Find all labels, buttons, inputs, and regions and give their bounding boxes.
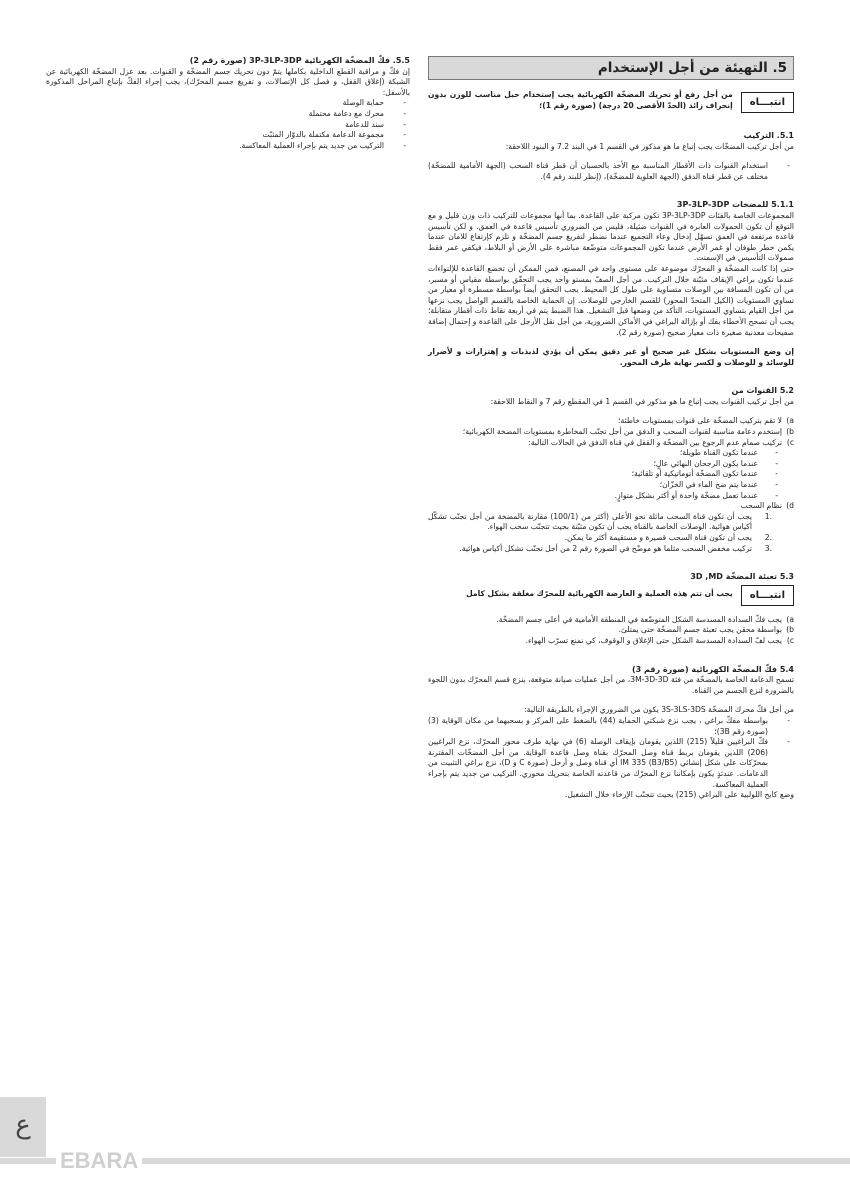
heading-5-2: 5.2 القنوات من (731, 386, 794, 396)
list-item: - مجموعة الدعامة مكتملة بالدوّار المثبّت (262, 130, 406, 140)
list-item: .2 يجب أن تكون قناة السحب قصيرة و مستقيمة أكثر ما يمكن. (564, 533, 772, 542)
heading-5-3: 5.3 تعبئة المضخّة 3D ,MD (690, 572, 794, 582)
list-item: c) تركيب صمام عدم الرجوع بين المضخّة و القفل في قناة الدفق في الحالات التالية: - عندما تكون القناة طويلة؛ - عندما يكون الرجحان النهائي عالٍ؛ - عندما تكون المضخّة أتوماتيكية أو تلقائية؛ - عندما يتم ضخ الماء في الخزّان؛ - عندما تعمل مضخّة واحدة أو أكثر بشكل متوازٍ. (428, 438, 794, 502)
section-title: 5. التهيئة من أجل الإستخدام (428, 56, 794, 80)
dash-list (428, 448, 782, 501)
warning-block (428, 583, 794, 606)
list-item: - عندما تكون المضخّة أتوماتيكية أو تلقائية؛ (631, 469, 778, 479)
paragraph: حتى إذا كانت المضخّة و المحرّك موضوعة على مستوى واحد في المصنع، فمن الممكن أن تخضع القاعدة للإلتواءات عندما تكون براغي الإيقاف مثبّتة خلال التركيب. من أجل الصفّ بمستو واحد يجب التحقّق بواسطة مقياس أو مسبر، من أن تكون المسافة بين الوصلات متساوية على طول كل المحيط. يجب التحقق أيضاً بواسطة مسطرة أو معيار من تساوي المستويات (الكيل المتحدّ المحور) للقسم الخارجي للوصلات. إن الحماية الخاصة بالقسم الواصل يجب نزعها من أجل القيام بتساوي المستويات، التأكد من وضعها قبل التشغيل. هذا الضبط يتم في أربعة نقاط ذات أقطار متقابلة؛ يجب أن تصحح الأخطاء بفك أو بإزالة البراغي في الأماكن الضرورية، من أجل نقل الأرجل على القاعدة و إحتمال إضافة صفيحات معدنية صغيرة ذات معيار صحيح (صورة رقم 2). (428, 263, 794, 337)
list-item: .1 يجب أن تكون قناة السحب مائلة نحو الأعلى (أكثر من (100/1) مقارنة بالمضخة من أجل تجنّب تشكّل أكياس هوائية. الوصلات الخاصة بالقناة يجب أن تكون مثبّتة بحيث تتجنّب سحب الهواء. (428, 511, 772, 532)
left-column (46, 56, 410, 151)
page-number: ع (15, 1110, 31, 1140)
list-item: - فكّ البراغيين قليلاً (215) اللذين يقومان بإيقاف الوصلة (6) في نهاية طرف محور المحرّك، نزع البراغيين (206) اللذين يقومان بربط قناة وصل المحرّك بقناة وصل قاعدة الوقاية. من أجل المضخّات المقترنة بمحرّكات على شكل إنشائي IM 335 (B3/B5) أي قناة وصل و أرجل (صورة C و D)، نزع براغي التثبيت من الدعامات. عندئذٍ يكون بإمكاننا نزع المحرّك من قاعدته الخاصة بتحريك محوري. التركيب من جديد يتم بإجراء العملية المعاكسة. (428, 737, 790, 789)
numbered-list (428, 512, 782, 554)
list-item: - عندما يكون الرجحان النهائي عالٍ؛ (653, 458, 778, 468)
heading-5-1-1: 5.1.1 للمضخات 3P-3LP-3DP (676, 200, 794, 210)
heading-5-1: 5.1. التركيب (743, 131, 794, 140)
list-item: a) يجب فكّ السدادة المسدسة الشكل المتوضّعة في المنطقة الأمامية في أعلى جسم المضخّة. (496, 614, 794, 624)
dash-list (46, 98, 410, 151)
list-item: c) يجب لفّ السدادة المسدسة الشكل حتى الإغلاق و الوقوف، كي نمنع تسرّب الهواء. (525, 635, 794, 645)
dash-list (428, 716, 794, 790)
list-item: - التركيب من جديد يتم بإجراء العملية المعاكسة. (239, 140, 406, 150)
list-item: - عندما يتم ضخ الماء في الخزّان؛ (659, 480, 778, 490)
list-item: d) نظام السحب .1 يجب أن تكون قناة السحب مائلة نحو الأعلى (أكثر من (100/1) مقارنة بالمضخة من أجل تجنّب تشكّل أكياس هوائية. الوصلات الخاصة بالقناة يجب أن تكون مثبّتة بحيث تتجنّب سحب الهواء. .2 يجب أن تكون قناة السحب قصيرة و مستقيمة أكثر ما يمكن. .3 تركيب مخفض السحب مثلما هو موضّح في الصورة رقم 2 من أجل تجنّب تشكل أكياس هوائية. (428, 501, 794, 553)
right-column (428, 56, 794, 801)
warning-text: من أجل رفع أو تحريك المضخّة الكهربائية يجب إستخدام حبل مناسب للوزن بدون إنحراف زائد (الحدّ الأقصى 20 درجة) (صورة رقم 1)؛ (428, 90, 733, 110)
warning-label: انتبـــاه (741, 585, 794, 606)
warning-text: يجب أن تتم هذه العملية و العارضة الكهربائية للمحرّك مغلقة بشكل كامل (466, 588, 733, 598)
heading-5-4: 5.4 فكّ المضخّة الكهربائية (صورة رقم 3) (631, 664, 794, 674)
list-item: a) لا تقم بتركيب المضخّة على قنوات بمستويات خاطئة؛ (618, 416, 794, 426)
paragraph: تسمح الدعامة الخاصة بالمضخّة من فئة 3M-3D-3D، من أجل عمليات صيانة متوقعة، بنزع قسم المحرّك بدون اللجوء بالضرورة لنزع الجسم من القناة. (428, 675, 794, 695)
paragraph: من أجل تركيب القنوات يجب إتباع ما هو مذكور في القسم 1 في المقطع رقم 7 و النقاط اللاحقة: (490, 396, 794, 406)
list-item: - استخدام القنوات ذات الأقطار المناسبة مع الأخذ بالحسبان أن قطر قناة السحب (الجهة الأمامية للمضخّة) مختلف عن قطر قناة الدفق (الجهة العلوية للمضخّة)، (إنظر للبند رقم 4). (428, 161, 790, 181)
list-item: b) إستخدم دعامة مناسبة لقنوات السحب و الدفق من أجل تجنّب المخاطرة بمستويات المضخة الكهربائية؛ (462, 427, 794, 437)
list-item: - عندما تعمل مضخّة واحدة أو أكثر بشكل متوازٍ. (614, 490, 778, 500)
paragraph: من أجل تركيب المضخّات يجب إتباع ما هو مذكور في القسم 1 في البند 7.2 و البنود اللاحقة: (505, 141, 794, 151)
list-item: - بواسطة مفكّ براغي ، يجب نزع شبكتي الحماية (44) بالضغط على المركز و بسحبهما من مكان الوقاية (3) (صورة رقم 3B)؛ (428, 715, 790, 736)
paragraph: إن فكّ و مراقبة القطع الداخلية بكاملها يتمّ دون تحريك جسم المضخّة و القنوات. بعد عزل المضخّة الكهربائية عن الشبكة (إغلاق القفل، و فصل كل الإتصالات، و تفريغ جسم المحرّك)، يجب إجراء الفكّ بإتباع المراحل المذكورة بالأسفل: (46, 66, 410, 97)
paragraph: المجموعات الخاصة بالفئات 3P-3LP-3DP تكون مركبة على القاعدة. بما أنها مجموعات للتركيب ذات وزن قليل و مع التوقع أن تكون الحمولات العابرة في القنوات ضئيلة، فليس من الضروري تأسيس قاعدة في العمق. و لكن تأسيس قاعدة مرتفعة في العمق تسهّل إدخال وعاء التجميع عندما نضطر لتفريغ جسم المضخّة و تلزم كإرتفاع للامان عندما يكمن خطر طوفان أو غمر الأرض عندما تكون المجموعات متوضّعة مباشرة على الأرض أو البلاط، فيكفي غمر فقط صمولات التأسيس في الإسمنت. (428, 210, 794, 263)
heading-5-5: 5.5. فكّ المضخّة الكهربائية 3P-3LP-3DP (صورة رقم 2) (189, 56, 410, 65)
paragraph-emphasis: إن وضع المستويات بشكل غير صحيح أو غير دقيق يمكن أن يؤدي لذبذبات و إهتزازات و لأضرار للوسائد و للوصلات و لكسر نهاية طرف المحور. (428, 347, 794, 367)
list-item: - حماية الوصلة (342, 98, 406, 108)
list-item: b) بواسطة محقن يجب تعبئة جسم المضخّة حتى يمتلئ. (618, 625, 794, 635)
list-item: - محرك مع دعامة محتملة (308, 108, 406, 118)
alpha-list (428, 416, 794, 554)
warning-block (428, 90, 794, 113)
list-item: .3 تركيب مخفض السحب مثلما هو موضّح في الصورة رقم 2 من أجل تجنّب تشكل أكياس هوائية. (459, 543, 772, 553)
list-item: - عندما تكون القناة طويلة؛ (679, 448, 778, 458)
paragraph: وضع كابح اللولبية على البراغي (215) بحيث تتجنّب الإرخاء خلال التشغيل. (564, 790, 794, 800)
paragraph: من أجل فكّ محرك المضخّة 3S-3LS-3DS يكون من الضروري الإجراء بالطريقة التالية: (524, 705, 794, 715)
list-item: - سند للدعامة (345, 119, 406, 129)
alpha-list (428, 615, 794, 647)
ebara-logo: EBARA (56, 1149, 142, 1173)
warning-label: انتبـــاه (741, 92, 794, 113)
dash-list (428, 161, 794, 182)
